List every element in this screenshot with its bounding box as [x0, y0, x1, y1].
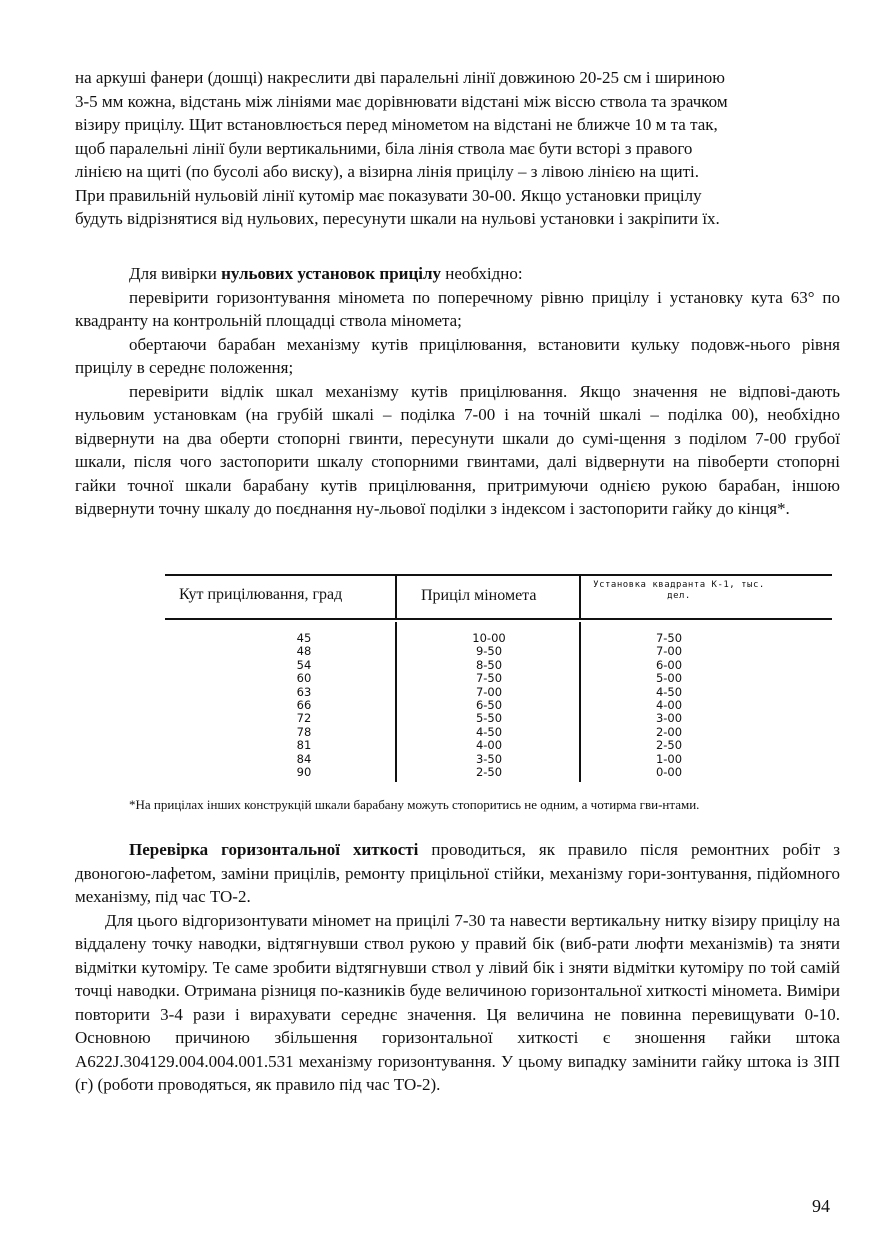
table-cell: 9-50	[475, 644, 503, 659]
table-cell: 66	[296, 698, 312, 713]
list-item: перевірити відлік шкал механізму кутів прицілювання. Якщо значення не відпові-дають нульовим установкам (на грубій шкалі – поділка 7-00 і на точній шкалі – поділка 00), необхідно відвернути на два оберти стопорні гвинти, пересунути шкали до сумі-щення з поділом 7-00 грубої шкали, після чого застопорити шкалу стопорними гвинтами, далі відвернути на півоберти стопорні гайки точної шкали барабану кутів прицілювання, притримуючи однією рукою барабан, іншою відвернути точну шкалу до поєднання ну-льової поділки з індексом і застопорити гайку до кінця*.	[75, 381, 840, 518]
table-cell: 54	[296, 657, 312, 672]
page-number: 94	[812, 1196, 830, 1216]
table-cell: 0-00	[655, 765, 683, 780]
table-top-rule	[165, 574, 832, 576]
table-cell: 5-00	[655, 671, 683, 686]
table-cell: 7-50	[475, 671, 503, 686]
table-cell: 81	[296, 738, 312, 753]
header-sight: Приціл міномета	[421, 587, 537, 604]
zero-settings-heading: нульових установок прицілу	[221, 264, 442, 283]
table-cell: 7-50	[655, 631, 683, 645]
header-quadrant: Установка квадранта К-1, тыс. дел.	[593, 580, 765, 601]
table-cell: 8-50	[475, 657, 503, 672]
para1-line: При правильній нульовій лінії кутомір має показувати 30-00. Якщо установки прицілу	[75, 185, 702, 205]
paragraph-2	[75, 262, 840, 521]
column-angle	[287, 632, 321, 779]
table-divider	[579, 622, 581, 782]
table-cell: 6-50	[475, 698, 503, 713]
table-cell: 10-00	[472, 631, 506, 645]
footnote: *На прицілах інших конструкцій шкали барабану можуть стопоритись не одним, а чотирма гви-нтами.	[129, 797, 700, 812]
column-quadrant	[648, 632, 690, 779]
para1-line: щоб паралельні лінії були вертикальними, біла лінія ствола має бути всторі з правого	[75, 138, 693, 158]
horizontal-play-intro: Перевірка горизонтальної хиткості проводиться, як правило після ремонтних робіт з двоногою-лафетом, заміни прицілів, ремонту прицільної стійки, механізму гори-зонтування, підйомного механізму, під час ТО-2.	[75, 840, 840, 906]
para1-line: на аркуші фанери (дошці) накреслити дві паралельні лінії довжиною 20-25 см і шириною	[75, 68, 725, 87]
table-cell: 2-50	[475, 765, 503, 780]
table-cell: 90	[296, 765, 312, 780]
horizontal-play-heading: Перевірка горизонтальної хиткості	[129, 840, 419, 859]
table-header-rule	[165, 618, 832, 620]
table-cell: 7-00	[475, 684, 503, 699]
table-cell: 45	[296, 631, 312, 645]
table-divider	[395, 622, 397, 782]
table-cell: 4-50	[655, 684, 683, 699]
table-cell: 2-00	[655, 724, 683, 739]
table-cell: 4-00	[475, 738, 503, 753]
table-cell: 78	[296, 724, 312, 739]
table-cell: 72	[296, 711, 312, 726]
table-cell: 84	[296, 751, 312, 766]
table-cell: 48	[296, 644, 312, 659]
table-divider	[579, 576, 581, 618]
horizontal-play-procedure: Для цього відгоризонтувати міномет на прицілі 7-30 та навести вертикальну нитку візиру прицілу на віддалену точку наводки, відтягнувши ствол рукою у правий бік (виб-рати люфти механізмів) та зняти відмітки кутоміру. Те саме зробити відтягнувши ствол у лівий бік і зняти відмітки кутоміру по той самій точці наводки. Отримана різниця по-казників буде величиною горизонтальної хиткості міномета. Виміри повторити 3-4 рази і вирахувати середнє значення. Ця величина не повинна перевищувати 0-10. Основною причиною збільшення горизонтальної хиткості є зношення гайки штока А622J.304129.004.004.001.531 механізму горизонтування. У цьому випадку замінити гайку штока із ЗІП (г) (роботи проводяться, як правило під час ТО-2).	[75, 910, 840, 1094]
table-cell: 7-00	[655, 644, 683, 659]
table-cell: 1-00	[655, 751, 683, 766]
list-item: перевірити горизонтування міномета по поперечному рівню прицілу і установку кута 63° по квадранту на контрольній площадці ствола міномета;	[75, 287, 840, 330]
table-cell: 63	[296, 684, 312, 699]
table-cell: 4-00	[655, 698, 683, 713]
para1-line: 3-5 мм кожна, відстань між лініями має дорівнювати відстані між віссю ствола та зрачком	[75, 91, 728, 111]
zero-settings-intro: Для вивірки нульових установок прицілу необхідно:	[129, 264, 523, 283]
table-cell: 3-00	[655, 711, 683, 726]
column-sight	[465, 632, 513, 779]
table-cell: 5-50	[475, 711, 503, 726]
paragraph-3	[75, 838, 840, 1097]
table-divider	[395, 576, 397, 618]
list-item: обертаючи барабан механізму кутів прицілювання, встановити кульку подовж-нього рівня прицілу в середнє положення;	[75, 334, 840, 377]
sight-table	[165, 574, 838, 784]
header-angle: Кут прицілювання, град	[179, 586, 343, 603]
para1-line: лінією на щиті (по бусолі або виску), а візирна лінія прицілу – з лівою лінією на щиті.	[75, 162, 699, 181]
table-cell: 2-50	[655, 738, 683, 753]
para1-line: будуть відрізнятися від нульових, пересунути шкали на нульові установки і закріпити їх.	[75, 209, 720, 228]
table-cell: 4-50	[475, 724, 503, 739]
table-cell: 3-50	[475, 751, 503, 766]
table-cell: 60	[296, 671, 312, 686]
para1-line: візиру прицілу. Щит встановлюється перед мінометом на відстані не ближче 10 м та так,	[75, 115, 718, 134]
paragraph-1	[75, 66, 840, 231]
table-cell: 6-00	[655, 657, 683, 672]
